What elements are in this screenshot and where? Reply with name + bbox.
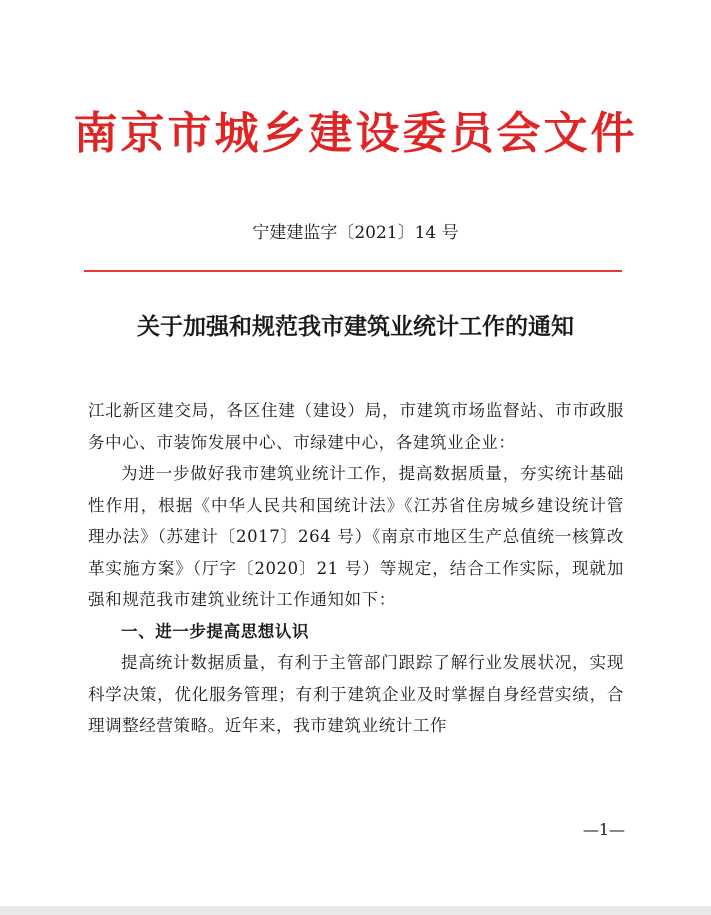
recipients-paragraph: 江北新区建交局，各区住建（建设）局，市建筑市场监督站、市市政服务中心、市装饰发展中心、市绿建中心，各建筑业企业：	[88, 401, 624, 452]
page-number: —1—	[582, 820, 625, 839]
intro-paragraph: 为进一步做好我市建筑业统计工作，提高数据质量，夯实统计基础性作用，根据《中华人民共和国统计法》《江苏省住房城乡建设统计管理办法》（苏建计〔2017〕264 号）《南京市地区生产总值统一核算改革实施方案》（厅字〔2020〕21 号）等规定，结合工作实际，现就加强和规范我市建筑业统计工作通知如下：	[88, 464, 624, 609]
document-title: 关于加强和规范我市建筑业统计工作的通知	[137, 313, 574, 340]
red-divider	[84, 270, 622, 272]
page-bottom-edge	[0, 906, 711, 915]
document-body	[88, 395, 624, 742]
section-heading: 一、进一步提高思想认识	[121, 621, 310, 641]
issuer-heading: 南京市城乡建设委员会文件	[73, 108, 638, 159]
document-number: 宁建建监字〔2021〕14 号	[252, 223, 459, 243]
section-paragraph: 提高统计数据质量，有利于主管部门跟踪了解行业发展状况，实现科学决策，优化服务管理；有利于建筑企业及时掌握自身经营实绩，合理调整经营策略。近年来，我市建筑业统计工作	[88, 653, 624, 735]
